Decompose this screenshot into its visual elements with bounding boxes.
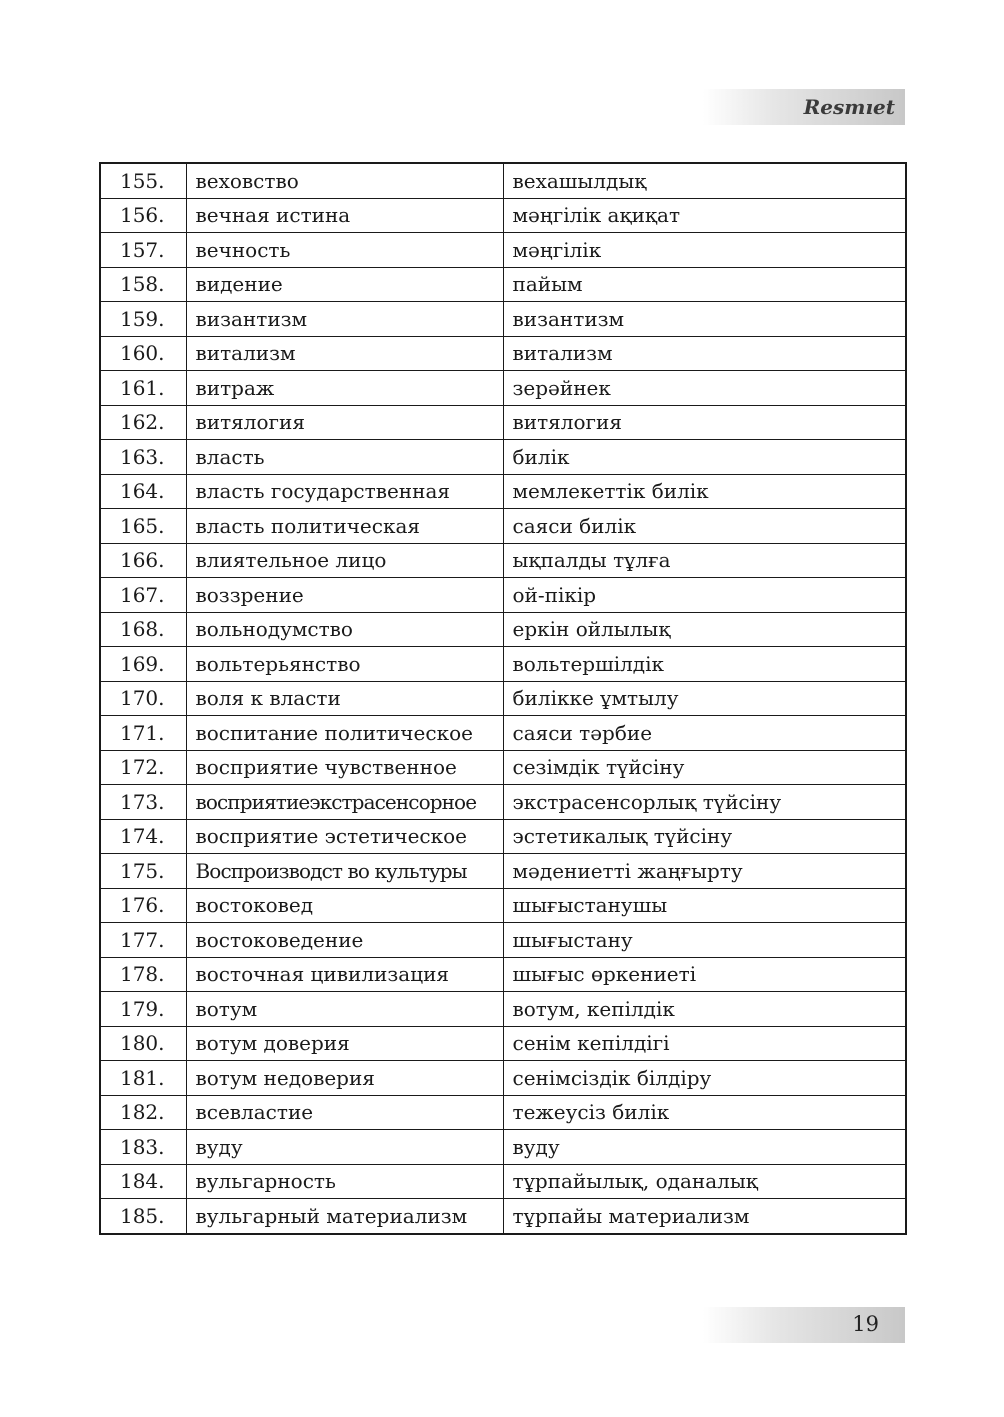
term-kazakh: ой-пікір <box>503 578 906 613</box>
term-russian: вотум доверия <box>186 1026 503 1061</box>
table-row <box>100 302 906 337</box>
term-kazakh: еркін ойлылық <box>503 612 906 647</box>
term-number: 159. <box>100 302 186 337</box>
term-russian: воззрение <box>186 578 503 613</box>
term-russian: власть государственная <box>186 474 503 509</box>
term-number: 162. <box>100 405 186 440</box>
term-number: 155. <box>100 163 186 198</box>
table-row <box>100 163 906 198</box>
term-kazakh: тұрпайы материализм <box>503 1199 906 1234</box>
term-number: 178. <box>100 957 186 992</box>
table-row <box>100 1164 906 1199</box>
term-number: 182. <box>100 1095 186 1130</box>
term-number: 180. <box>100 1026 186 1061</box>
term-number: 161. <box>100 371 186 406</box>
term-russian: вульгарность <box>186 1164 503 1199</box>
term-russian: воспитание политическое <box>186 716 503 751</box>
term-russian: всевластие <box>186 1095 503 1130</box>
table-row <box>100 647 906 682</box>
running-header-title: Resmıet <box>803 95 895 119</box>
term-kazakh: мәңгілік ақиқат <box>503 198 906 233</box>
term-kazakh: экстрасенсорлық түйсіну <box>503 785 906 820</box>
term-kazakh: зерәйнек <box>503 371 906 406</box>
term-kazakh: шығыстану <box>503 923 906 958</box>
table-row <box>100 578 906 613</box>
table-row <box>100 957 906 992</box>
term-russian: восприятие чувственное <box>186 750 503 785</box>
term-number: 167. <box>100 578 186 613</box>
table-row <box>100 474 906 509</box>
term-number: 170. <box>100 681 186 716</box>
term-kazakh: сенімсіздік білдіру <box>503 1061 906 1096</box>
term-number: 157. <box>100 233 186 268</box>
term-russian: видение <box>186 267 503 302</box>
term-number: 171. <box>100 716 186 751</box>
term-russian: восприятие эстетическое <box>186 819 503 854</box>
term-russian: вольнодумство <box>186 612 503 647</box>
term-number: 169. <box>100 647 186 682</box>
term-kazakh: шығыс өркениеті <box>503 957 906 992</box>
term-number: 181. <box>100 1061 186 1096</box>
term-number: 168. <box>100 612 186 647</box>
term-number: 156. <box>100 198 186 233</box>
table-row <box>100 923 906 958</box>
term-kazakh: эстетикалық түйсіну <box>503 819 906 854</box>
table-row <box>100 1130 906 1165</box>
term-russian: витализм <box>186 336 503 371</box>
table-row <box>100 233 906 268</box>
term-kazakh: тұрпайылық, оданалық <box>503 1164 906 1199</box>
term-russian: влиятельное лицо <box>186 543 503 578</box>
table-row <box>100 543 906 578</box>
term-russian: византизм <box>186 302 503 337</box>
term-russian: витялогия <box>186 405 503 440</box>
term-kazakh: византизм <box>503 302 906 337</box>
term-number: 177. <box>100 923 186 958</box>
term-kazakh: билікке ұмтылу <box>503 681 906 716</box>
table-row <box>100 1061 906 1096</box>
running-header <box>703 89 905 125</box>
table-row <box>100 1199 906 1234</box>
term-kazakh: ықпалды тұлға <box>503 543 906 578</box>
term-russian: Воспроизводст во культуры <box>186 854 503 889</box>
term-number: 176. <box>100 888 186 923</box>
term-number: 166. <box>100 543 186 578</box>
term-kazakh: вехашылдық <box>503 163 906 198</box>
table-row <box>100 405 906 440</box>
term-number: 175. <box>100 854 186 889</box>
term-kazakh: сенім кепілдігі <box>503 1026 906 1061</box>
term-kazakh: билік <box>503 440 906 475</box>
table-row <box>100 267 906 302</box>
table-row <box>100 888 906 923</box>
term-number: 165. <box>100 509 186 544</box>
term-russian: вульгарный материализм <box>186 1199 503 1234</box>
table-row <box>100 336 906 371</box>
term-number: 160. <box>100 336 186 371</box>
table-row <box>100 716 906 751</box>
term-kazakh: шығыстанушы <box>503 888 906 923</box>
table-row <box>100 371 906 406</box>
term-kazakh: саяси тәрбие <box>503 716 906 751</box>
table-row <box>100 198 906 233</box>
term-number: 173. <box>100 785 186 820</box>
term-russian: веховство <box>186 163 503 198</box>
table-row <box>100 681 906 716</box>
term-russian: вечная истина <box>186 198 503 233</box>
table-row <box>100 612 906 647</box>
term-number: 185. <box>100 1199 186 1234</box>
term-russian: витраж <box>186 371 503 406</box>
table-row <box>100 992 906 1027</box>
term-russian: воля к власти <box>186 681 503 716</box>
term-number: 172. <box>100 750 186 785</box>
term-number: 164. <box>100 474 186 509</box>
term-kazakh: мәңгілік <box>503 233 906 268</box>
table-row <box>100 750 906 785</box>
glossary-table <box>99 162 907 1235</box>
term-number: 163. <box>100 440 186 475</box>
term-kazakh: вотум, кепілдік <box>503 992 906 1027</box>
term-kazakh: вуду <box>503 1130 906 1165</box>
term-kazakh: витализм <box>503 336 906 371</box>
page-number: 19 <box>852 1312 879 1336</box>
term-russian: вуду <box>186 1130 503 1165</box>
term-russian: вотум недоверия <box>186 1061 503 1096</box>
table-row <box>100 819 906 854</box>
term-kazakh: саяси билік <box>503 509 906 544</box>
term-kazakh: сезімдік түйсіну <box>503 750 906 785</box>
term-russian: власть политическая <box>186 509 503 544</box>
term-russian: востоковедение <box>186 923 503 958</box>
term-kazakh: мәдениетті жаңғырту <box>503 854 906 889</box>
term-kazakh: тежеусіз билік <box>503 1095 906 1130</box>
table-row <box>100 1026 906 1061</box>
term-number: 184. <box>100 1164 186 1199</box>
term-number: 158. <box>100 267 186 302</box>
term-russian: восприятиеэкстрасенсорное <box>186 785 503 820</box>
term-kazakh: мемлекеттік билік <box>503 474 906 509</box>
term-number: 183. <box>100 1130 186 1165</box>
table-row <box>100 1095 906 1130</box>
term-russian: восточная цивилизация <box>186 957 503 992</box>
page-footer <box>703 1307 905 1343</box>
term-kazakh: вольтершілдік <box>503 647 906 682</box>
table-row <box>100 509 906 544</box>
table-row <box>100 785 906 820</box>
term-number: 179. <box>100 992 186 1027</box>
term-russian: вольтерьянство <box>186 647 503 682</box>
term-number: 174. <box>100 819 186 854</box>
glossary-table-body <box>100 163 906 1234</box>
table-row <box>100 440 906 475</box>
term-russian: вотум <box>186 992 503 1027</box>
term-russian: востоковед <box>186 888 503 923</box>
term-kazakh: витялогия <box>503 405 906 440</box>
term-russian: вечность <box>186 233 503 268</box>
term-russian: власть <box>186 440 503 475</box>
term-kazakh: пайым <box>503 267 906 302</box>
table-row <box>100 854 906 889</box>
